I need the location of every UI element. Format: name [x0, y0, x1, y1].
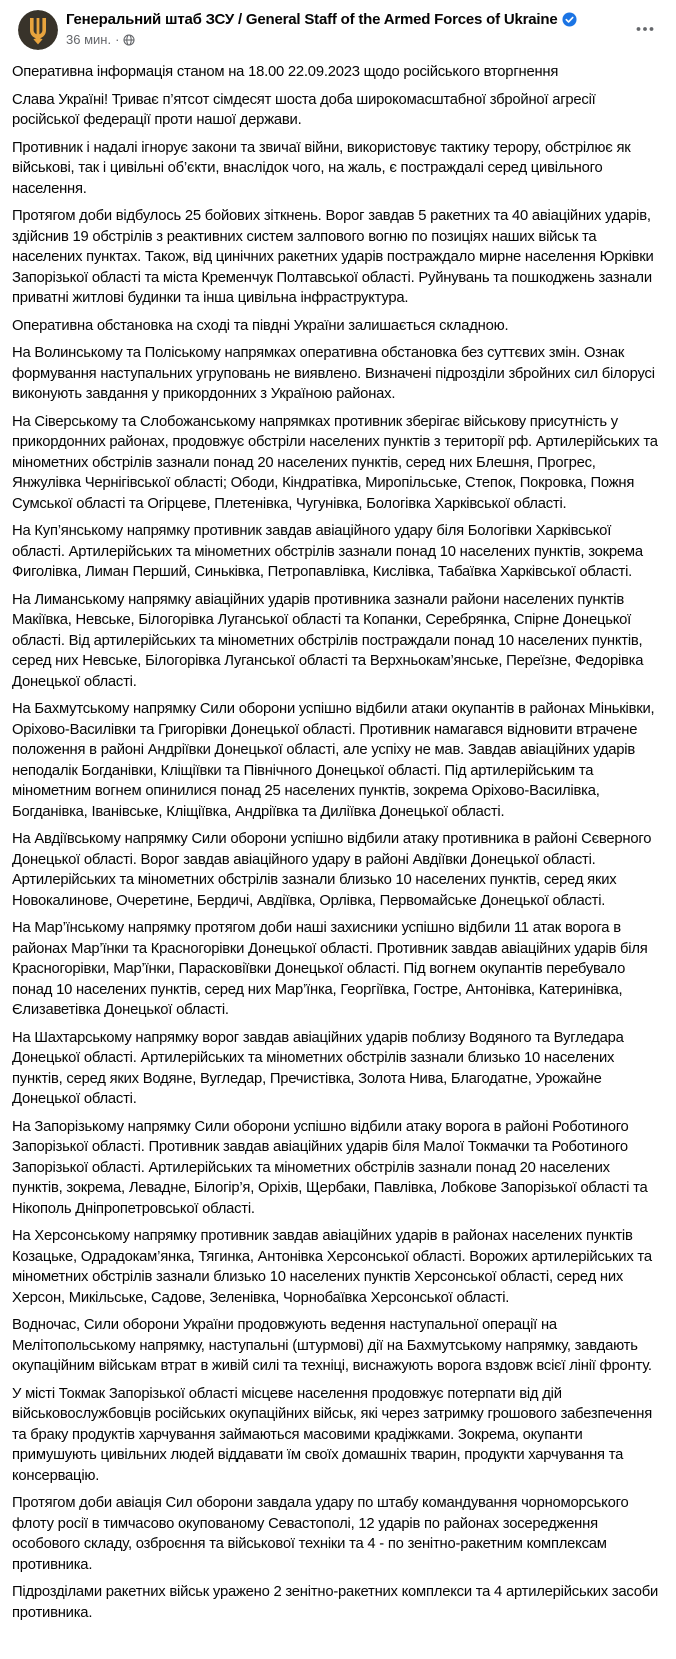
post-paragraph: На Бахмутському напрямку Сили оборони успішно відбили атаки окупантів в районах Міньківки, Оріхово-Василівки та Григорівки Донецької області. Противник намагався відновити втрачене положення в районі Андріївки Донецької області, але успіху не мав. Завдав авіаційних ударів неподалік Богданівки, Кліщіївки та Північного Донецької області. Під артилерійським та мінометним вогнем опинилися понад 25 населених пунктів, зокрема Оріхово-Василівка, Богданівка, Іванівське, Кліщіївка, Андріївка та Диліївка Донецької області. [12, 701, 659, 820]
public-globe-icon [123, 34, 135, 46]
post-paragraph: Водночас, Сили оборони України продовжують ведення наступальної операції на Мелітопольському напрямку, наступальні (штурмові) дії на Бахмутському напрямку, завдають окупаційним військам втрат в живій силі та техніці, виснажують ворога вздовж всієї лінії фронту. [12, 1317, 652, 1374]
post-paragraph: На Волинському та Поліському напрямках оперативна обстановка без суттєвих змін. Ознак формування наступальних угруповань не виявлено. Визначені підрозділи збройних сил білорусі виконують завдання у прикордонних з Україною районах. [12, 345, 659, 402]
page-name-link[interactable]: Генеральний штаб ЗСУ / General Staff of the Armed Forces of Ukraine [66, 11, 558, 28]
post-paragraph: На Куп’янському напрямку противник завдав авіаційного удару біля Бологівки Харківської області. Артилерійських та мінометних обстрілів зазнали понад 10 населених пунктів, зокрема Фиголівка, Лиман Перший, Синьківка, Петропавлівка, Кислівка, Табаївка Харківської області. [12, 523, 647, 580]
post-paragraph: На Мар’їнському напрямку протягом доби наші захисники успішно відбили 11 атак ворога в районах Мар’їнки та Красногорівки Донецької області. Противник завдав авіаційних ударів біля Красногорівки, Мар’їнки, Парасковіївки Донецької області. Під вогнем окупантів перебувало понад 10 населених пунктів, серед них Мар’їнка, Георгіївка, Гостре, Антонівка, Катеринівка, Єлизаветівка Донецької області. [12, 920, 652, 1018]
post-body [0, 56, 676, 1623]
page-avatar[interactable] [18, 10, 58, 50]
verified-badge-icon [562, 12, 577, 27]
post-paragraph: На Лиманському напрямку авіаційних ударів противника зазнали райони населених пунктів Макіївка, Невське, Білогорівка Луганської області та Копанки, Серебрянка, Спірне Донецької області. Від артилерійських та мінометних обстрілів постраждали понад 10 населених пунктів, серед них Невське, Білогорівка Луганської області та Верхньокам’янське, Переїзне, Федорівка Донецької області. [12, 591, 648, 690]
post-paragraph: На Авдіївському напрямку Сили оборони успішно відбили атаку противника в районі Сєверного Донецької області. Ворог завдав авіаційного удару в районі Авдіївки Донецької області. Артилерійських та мінометних обстрілів зазнали близько 10 населених пунктів, серед яких Новокалинове, Очеретине, Бердичі, Авдіївка, Орлівка, Первомайське Донецької області. [12, 831, 656, 909]
post-paragraph: Підрозділами ракетних військ уражено 2 зенітно-ракетних комплекси та 4 артилерійських засоби противника. [12, 1584, 662, 1621]
post-paragraph: Слава Україні! Триває п’ятсот сімдесят шоста доба широкомасштабної збройної агресії російської федерації проти нашої держави. [12, 91, 600, 128]
post-paragraph: Протягом доби відбулось 25 бойових зіткнень. Ворог завдав 5 ракетних та 40 авіаційних ударів, здійснив 19 обстрілів з реактивних систем залпового вогню по позиціях наших військ та населених пунктах. Також, від цинічних ракетних ударів постраждало мирне населення Юрківки Запорізької області та міста Кременчук Полтавської області. Руйнувань та пошкоджень зазнали приватні житлові будинки та інша цивільна інфраструктура. [12, 208, 658, 306]
post-header [0, 0, 676, 56]
post-timestamp[interactable]: 36 мин. [66, 32, 112, 47]
post-paragraph: На Шахтарському напрямку ворог завдав авіаційних ударів поблизу Водяного та Вугледара Донецької області. Артилерійських та мінометних обстрілів зазнали близько 10 населених пунктів, серед яких Водяне, Вугледар, Пречистівка, Золота Нива, Благодатне, Урожайне Донецької області. [12, 1029, 628, 1107]
post-paragraph: У місті Токмак Запорізької області місцеве населення продовжує потерпати від дій військовослужбовців російських окупаційних військ, які через затримку грошового забезпечення та браку продуктів харчування займаються масовими крадіжками. Зокрема, окупанти примушують цивільних людей віддавати їм своїх домашніх тварин, продукти харчування та консервацію. [12, 1385, 656, 1484]
post-paragraph: На Херсонському напрямку противник завдав авіаційних ударів в районах населених пунктів Козацьке, Одрадокам’янка, Тягинка, Антонівка Херсонської області. Ворожих артилерійських та мінометних обстрілів зазнали близько 10 населених пунктів Херсонської області, серед них Херсон, Микільське, Садове, Зеленівка, Чорнобаївка Херсонської області. [12, 1228, 656, 1306]
post-paragraph: На Сіверському та Слобожанському напрямках противник зберігає військову присутність у прикордонних районах, продовжує обстріли населених пунктів з території рф. Артилерійських та мінометних обстрілів зазнали понад 20 населених пунктів, серед них Блешня, Прогрес, Янжулівка Чернігівської області; Ободи, Кіндратівка, Миропільське, Степок, Покровка, Пожня Сумської області та Огірцеве, Плетенівка, Чугунівка, Бологівка Харківської області. [12, 413, 662, 512]
post-meta [66, 32, 630, 47]
post-paragraph: На Запорізькому напрямку Сили оборони успішно відбили атаку ворога в районі Роботиного Запорізької області. Противник завдав авіаційних ударів біля Малої Токмачки та Роботиного Запорізької області. Артилерійських та мінометних обстрілів зазнали понад 20 населених пунктів, зокрема, Левадне, Білогір’я, Оріхів, Щербаки, Павлівка, Лобкове Запорізької області та Нікополь Дніпропетровської області. [12, 1118, 652, 1217]
ellipsis-icon [634, 18, 656, 40]
post-paragraph: Протягом доби авіація Сил оборони завдала удару по штабу командування чорноморського флоту росії в тимчасово окупованому Севастополі, 12 ударів по районах зосередження особового складу, озброєння та військової техніки та 4 - по зенітно-ракетним комплексам противника. [12, 1495, 633, 1573]
post-paragraph: Противник і надалі ігнорує закони та звичаї війни, використовує тактику терору, обстрілює як військові, так і цивільні об’єкти, внаслідок чого, на жаль, є постраждалі серед цивільного населення. [12, 139, 635, 197]
post-paragraph: Оперативна обстановка на сході та півдні України залишається складною. [12, 317, 509, 334]
header-text [66, 10, 630, 47]
meta-separator: · [115, 32, 120, 47]
post-options-button[interactable] [630, 10, 660, 48]
post-paragraph: Оперативна інформація станом на 18.00 22.09.2023 щодо російського вторгнення [12, 64, 559, 80]
